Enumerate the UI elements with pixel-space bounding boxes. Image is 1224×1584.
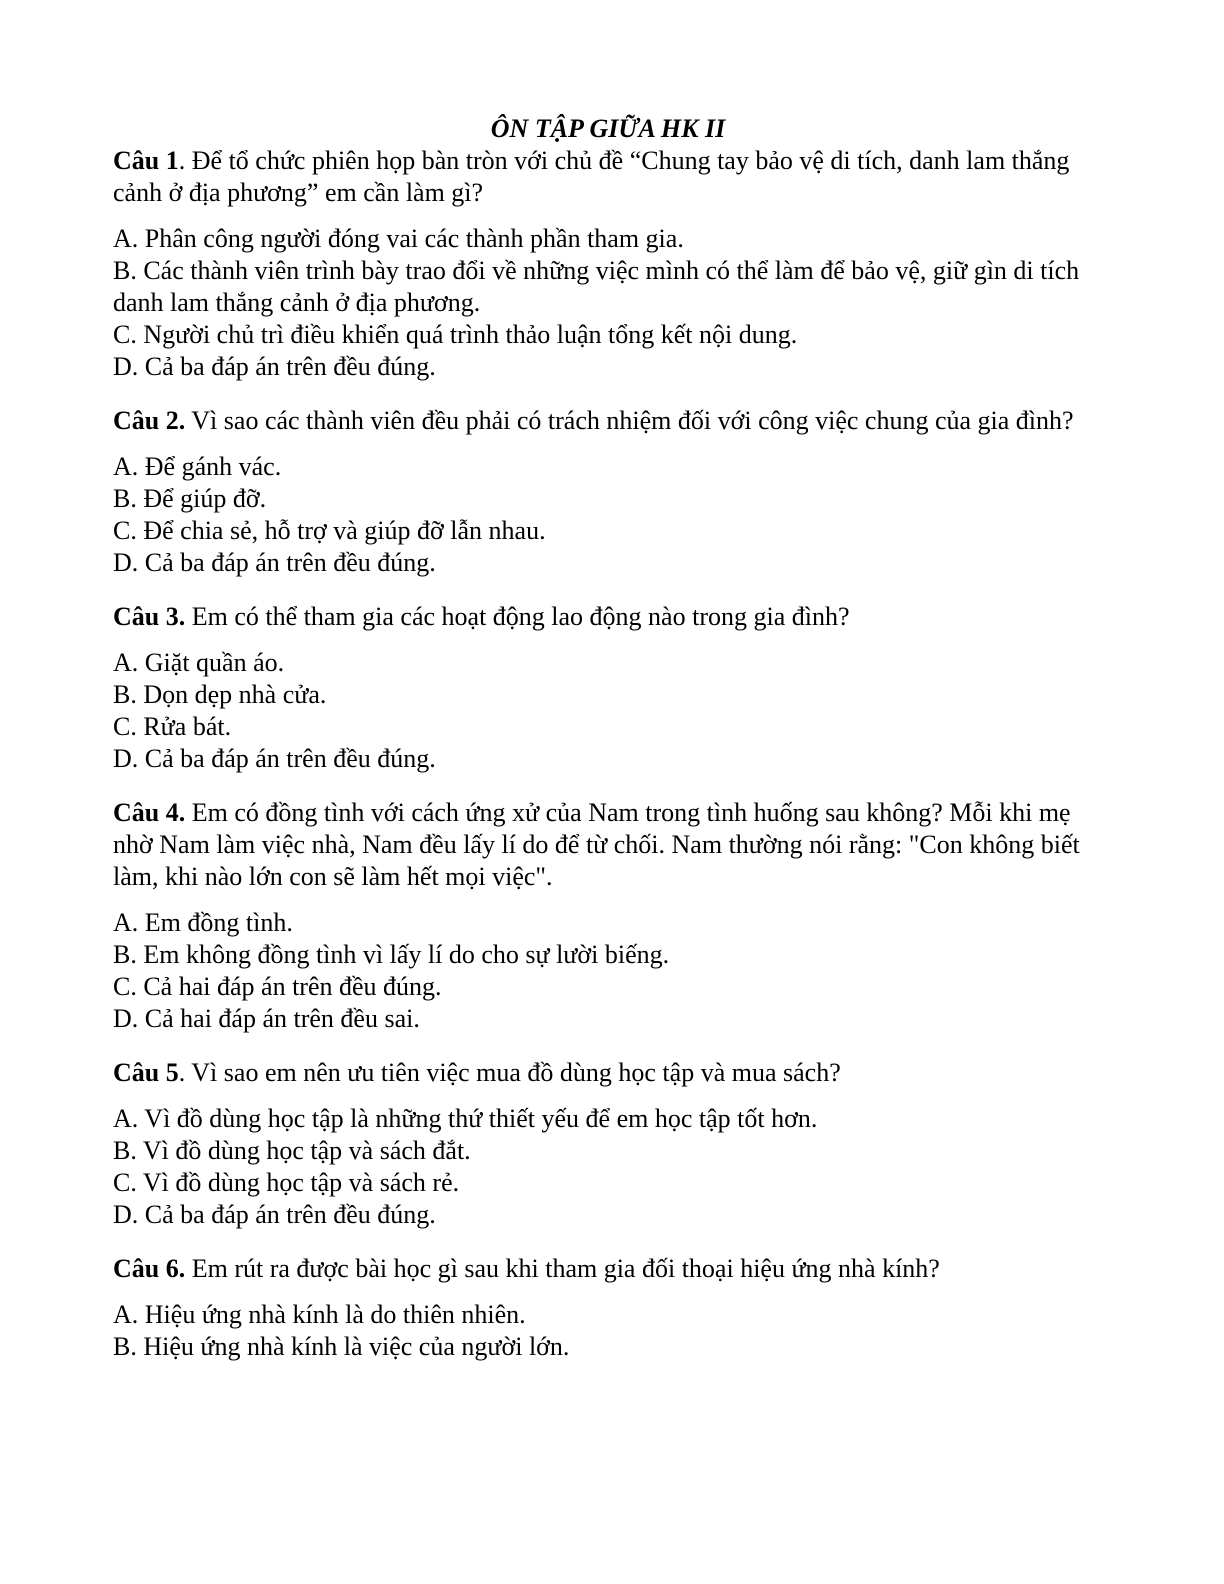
answer-option: B. Các thành viên trình bày trao đổi về những việc mình có thể làm để bảo vệ, giữ gìn di tích danh lam thắng cảnh ở địa phương.: [113, 256, 1080, 317]
question-text: [113, 797, 1103, 893]
answer-option: C. Để chia sẻ, hỗ trợ và giúp đỡ lẫn nhau.: [113, 516, 546, 545]
question-body: Em có đồng tình với cách ứng xử của Nam trong tình huống sau không? Mỗi khi mẹ nhờ Nam làm việc nhà, Nam đều lấy lí do để từ chối. Nam thường nói rằng: "Con không biết làm, khi nào lớn con sẽ làm hết mọi việc".: [113, 798, 1080, 891]
question-text: [113, 601, 1103, 633]
question-body: Vì sao các thành viên đều phải có trách nhiệm đối với công việc chung của gia đình?: [185, 406, 1074, 435]
question-text: [113, 405, 1103, 437]
answer-option: B. Em không đồng tình vì lấy lí do cho sự lười biếng.: [113, 940, 670, 969]
answer-option: B. Vì đồ dùng học tập và sách đắt.: [113, 1136, 471, 1165]
question-block: [113, 405, 1103, 579]
answer-option: C. Rửa bát.: [113, 712, 232, 741]
question-number: Câu 5: [113, 1058, 179, 1087]
question-list: [113, 145, 1103, 1363]
question-body: Em rút ra được bài học gì sau khi tham gia đối thoại hiệu ứng nhà kính?: [185, 1254, 940, 1283]
answer-option: D. Cả ba đáp án trên đều đúng.: [113, 744, 436, 773]
question-block: [113, 145, 1103, 383]
answer-option: C. Cả hai đáp án trên đều đúng.: [113, 972, 442, 1001]
answer-option: A. Vì đồ dùng học tập là những thứ thiết yếu để em học tập tốt hơn.: [113, 1104, 818, 1133]
answer-option: C. Người chủ trì điều khiển quá trình thảo luận tổng kết nội dung.: [113, 320, 798, 349]
answer-options: [113, 647, 1103, 775]
question-text: [113, 1253, 1103, 1285]
answer-options: [113, 451, 1103, 579]
answer-option: B. Hiệu ứng nhà kính là việc của người lớn.: [113, 1332, 570, 1361]
answer-option: A. Phân công người đóng vai các thành phần tham gia.: [113, 224, 684, 253]
question-block: [113, 601, 1103, 775]
answer-options: [113, 223, 1103, 383]
answer-option: D. Cả ba đáp án trên đều đúng.: [113, 548, 436, 577]
answer-options: [113, 1103, 1103, 1231]
document-page: [113, 113, 1103, 1385]
question-number: Câu 4.: [113, 798, 186, 827]
question-text: [113, 145, 1103, 209]
question-block: [113, 1057, 1103, 1231]
question-number: Câu 3.: [113, 602, 186, 631]
answer-option: C. Vì đồ dùng học tập và sách rẻ.: [113, 1168, 460, 1197]
answer-option: A. Em đồng tình.: [113, 908, 293, 937]
answer-option: A. Hiệu ứng nhà kính là do thiên nhiên.: [113, 1300, 526, 1329]
answer-option: B. Dọn dẹp nhà cửa.: [113, 680, 327, 709]
question-body: Vì sao em nên ưu tiên việc mua đồ dùng học tập và mua sách?: [185, 1058, 841, 1087]
question-number: Câu 2.: [113, 406, 186, 435]
document-title: ÔN TẬP GIỮA HK II: [490, 114, 726, 143]
question-body: Để tổ chức phiên họp bàn tròn với chủ đề “Chung tay bảo vệ di tích, danh lam thắng cảnh ở địa phương” em cần làm gì?: [113, 146, 1070, 207]
question-number-separator: .: [178, 1058, 186, 1087]
question-block: [113, 1253, 1103, 1363]
answer-option: D. Cả ba đáp án trên đều đúng.: [113, 352, 436, 381]
question-number-separator: .: [178, 146, 186, 175]
question-number: Câu 1: [113, 146, 179, 175]
answer-option: D. Cả ba đáp án trên đều đúng.: [113, 1200, 436, 1229]
answer-option: A. Để gánh vác.: [113, 452, 282, 481]
answer-option: D. Cả hai đáp án trên đều sai.: [113, 1004, 420, 1033]
answer-option: A. Giặt quần áo.: [113, 648, 285, 677]
answer-options: [113, 1299, 1103, 1363]
question-text: [113, 1057, 1103, 1089]
question-number: Câu 6.: [113, 1254, 186, 1283]
question-block: [113, 797, 1103, 1035]
answer-option: B. Để giúp đỡ.: [113, 484, 267, 513]
answer-options: [113, 907, 1103, 1035]
question-body: Em có thể tham gia các hoạt động lao động nào trong gia đình?: [185, 602, 850, 631]
